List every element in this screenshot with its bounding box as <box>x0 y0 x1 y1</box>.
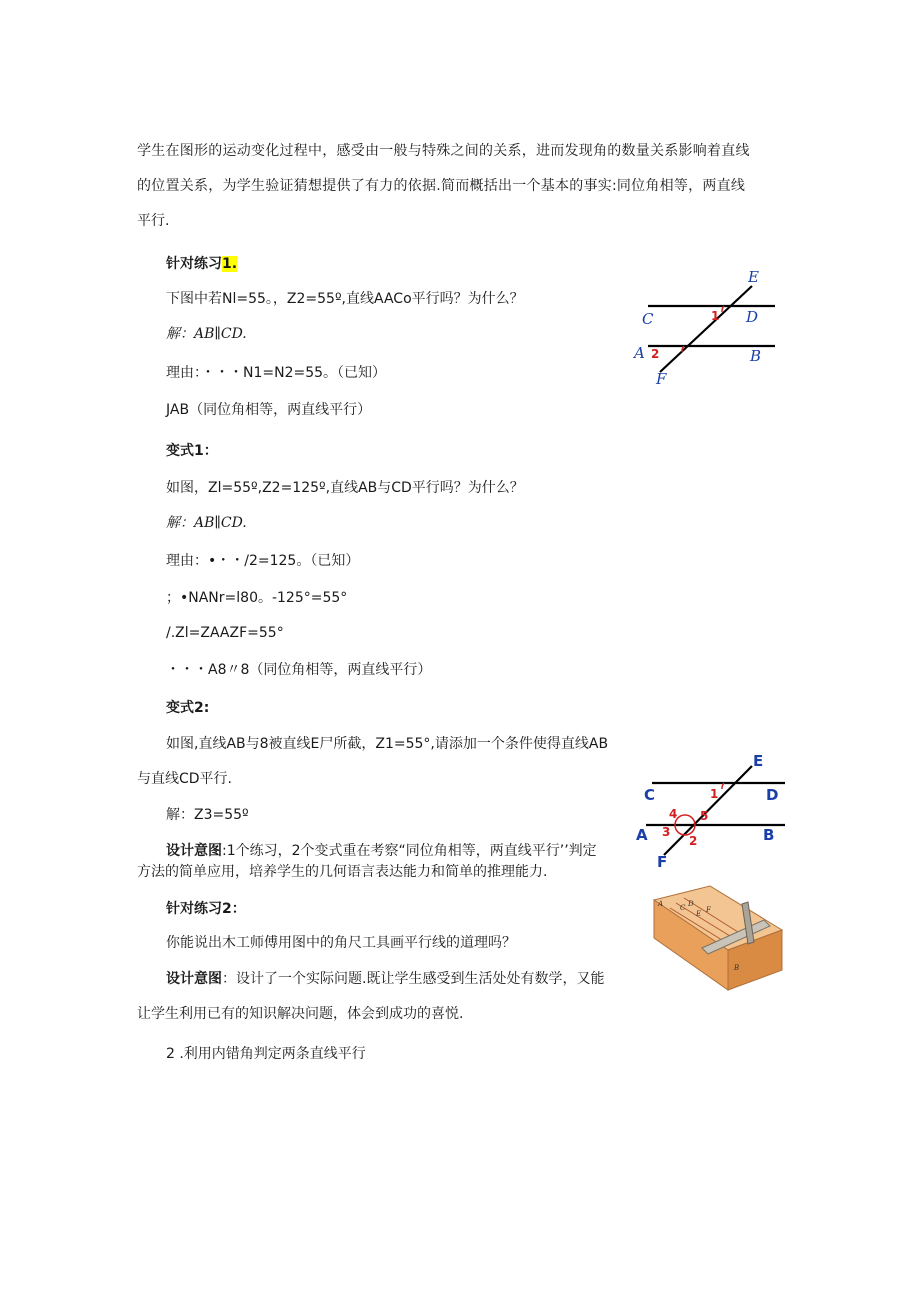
design-intent-2-label: 设计意图 <box>166 971 222 987</box>
variant-1-conclusion: ・・・A8〃8（同位角相等，两直线平行） <box>166 662 432 678</box>
design-intent-2-line-1 <box>166 969 604 989</box>
intro-line-3: 平行. <box>137 213 170 229</box>
variant-1-solution: 解：AB∥CD. <box>166 515 247 531</box>
figure-1-transversal-ef <box>660 286 752 372</box>
figure-3-label-c: C <box>680 904 686 912</box>
figure-1-parallel-lines <box>630 266 780 391</box>
variant-1-heading: 变式1： <box>166 443 218 459</box>
figure-3-label-a: A <box>658 900 664 908</box>
figure-1-label-e: E <box>748 268 759 286</box>
figure-3-label-b: B <box>734 964 740 972</box>
figure-2-label-f: F <box>657 853 668 871</box>
exercise-1-heading-text: 针对练习 <box>166 256 222 272</box>
variant-2-question-line-2: 与直线CD平行. <box>137 771 233 787</box>
figure-2-angle-1-label: 1 <box>710 787 719 801</box>
figure-1-label-a: A <box>634 344 645 362</box>
figure-2-label-a: A <box>636 826 648 844</box>
exercise-1-heading-number: 1. <box>222 256 238 272</box>
design-intent-1-text: :1个练习，2个变式重在考察“同位角相等，两直线平行’’判定 <box>222 843 597 859</box>
figure-1-angle-2-label: 2 <box>651 347 660 361</box>
exercise-1-conclusion: JAB（同位角相等，两直线平行） <box>166 402 372 418</box>
variant-1-question: 如图，Zl=55º,Z2=125º,直线AB与CD平行吗？为什么？ <box>166 480 524 496</box>
figure-1-label-d: D <box>746 308 759 326</box>
variant-1-reason: 理由：•・・/2=125。（已知） <box>166 553 360 569</box>
figure-2-label-c: C <box>644 786 656 804</box>
design-intent-2-line-2: 让学生利用已有的知识解决问题，体会到成功的喜悦. <box>137 1006 464 1022</box>
exercise-1-solution: 解：AB∥CD. <box>166 326 247 342</box>
variant-2-heading: 变式2: <box>166 700 210 716</box>
design-intent-1-line-2: 方法的简单应用，培养学生的几何语言表达能力和简单的推理能力. <box>137 864 548 880</box>
figure-2-label-d: D <box>766 786 779 804</box>
figure-2-label-e: E <box>753 752 764 770</box>
exercise-1-question: 下图中若Nl=55。，Z2=55º,直线AACo平行吗？为什么？ <box>166 291 524 307</box>
figure-1-angle-1-label: 1 <box>711 309 720 323</box>
figure-3-label-f: F <box>706 906 711 914</box>
figure-3-carpenter-square <box>646 884 786 994</box>
section-heading: 2 .利用内错角判定两条直线平行 <box>166 1046 366 1062</box>
exercise-2-question: 你能说出木工师傅用图中的角尺工具画平行线的道理吗？ <box>166 935 516 951</box>
figure-1-label-b: B <box>750 347 762 365</box>
figure-2-parallel-lines <box>636 752 790 871</box>
figure-3-label-e: E <box>696 910 702 918</box>
intro-line-2: 的位置关系，为学生验证猜想提供了有力的依据.简而概括出一个基本的事实:同位角相等，两直线 <box>137 178 746 194</box>
exercise-1-reason: 理由：・・・N1=N2=55。（已知） <box>166 365 387 381</box>
variant-2-solution: 解：Z3=55º <box>166 807 249 823</box>
figure-2-angle-3-label: 3 <box>662 825 671 839</box>
figure-2-label-b: B <box>763 826 775 844</box>
variant-1-step-2: /.Zl=ZAAZF=55° <box>166 625 284 641</box>
intro-line-1: 学生在图形的运动变化过程中，感受由一般与特殊之间的关系，进而发现角的数量关系影响着直线 <box>137 143 750 159</box>
variant-2-question-line-1: 如图,直线AB与8被直线E尸所截，Z1=55°,请添加一个条件使得直线AB <box>166 736 609 752</box>
figure-3-label-d: D <box>688 900 694 908</box>
figure-1-label-c: C <box>642 310 654 328</box>
design-intent-2-text: ：设计了一个实际问题.既让学生感受到生活处处有数学，又能 <box>222 971 605 987</box>
exercise-1-heading <box>166 254 237 274</box>
variant-1-step-1: ；•NANr=l80。-125°=55° <box>166 590 348 606</box>
design-intent-1-line-1 <box>166 841 597 861</box>
design-intent-1-label: 设计意图 <box>166 843 222 859</box>
figure-2-angle-4-label: 4 <box>669 807 678 821</box>
figure-2-angle-5-label: 5 <box>700 809 709 823</box>
exercise-2-heading: 针对练习2： <box>166 901 246 917</box>
figure-1-label-f: F <box>656 370 667 388</box>
figure-2-angle-2-label: 2 <box>689 834 698 848</box>
